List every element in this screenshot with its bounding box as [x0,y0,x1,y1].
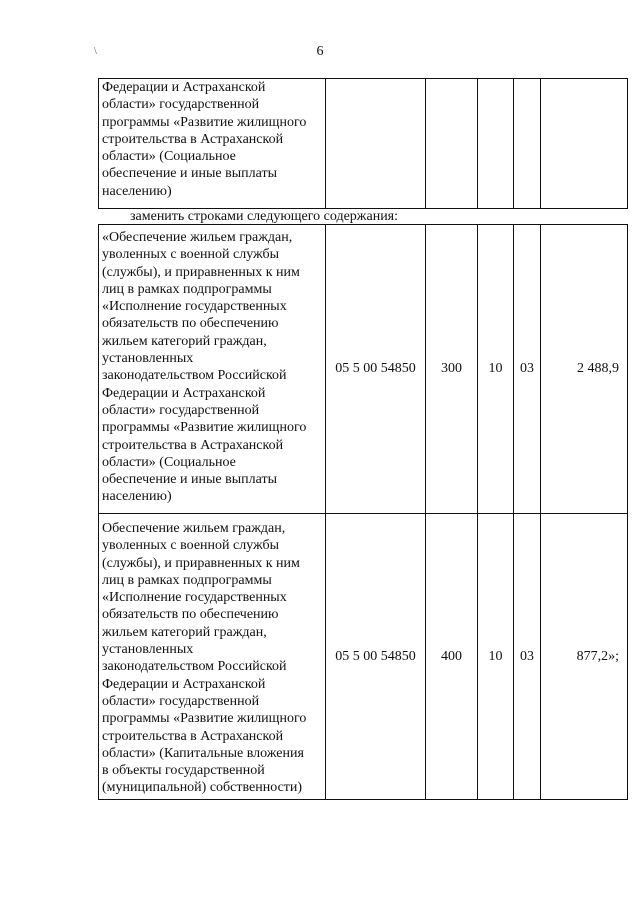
budget-table-continued [98,78,628,209]
target-article-code: 05 5 00 54850 [326,225,426,514]
amount-value: 2 488,9 [541,225,628,514]
expense-type-code: 400 [426,514,478,800]
row-description: «Обеспечение жильем граждан, уволенных с военной службы (службы), и приравненных к ним лиц в рамках подпрограммы «Исполнение государственных обязательств по обеспечению жильем категорий граждан, установленных законодательством Российской Федерации и Астраханской области» государственной программы «Развитие жилищного строительства в Астраханской области» (Социальное обеспечение и иные выплаты населению) [99,225,326,514]
table-row [99,514,628,800]
amount-value: 877,2»; [541,514,628,800]
row-description: Обеспечение жильем граждан, уволенных с военной службы (службы), и приравненных к ним лиц в рамках подпрограммы «Исполнение государственных обязательств по обеспечению жильем категорий граждан, установленных законодательством Российской Федерации и Астраханской области» государственной программы «Развитие жилищного строительства в Астраханской области» (Капитальные вложения в объекты государственной (муниципальной) собственности) [99,514,326,800]
section-code: 10 [478,514,514,800]
row-description: Федерации и Астраханской области» государственной программы «Развитие жилищного строительства в Астраханской области» (Социальное обеспечение и иные выплаты населению) [99,79,326,209]
target-article-code: 05 5 00 54850 [326,514,426,800]
section-cell-empty [478,79,514,209]
table-row [99,225,628,514]
table-row [99,79,628,209]
section-code: 10 [478,225,514,514]
expense-type-cell-empty [426,79,478,209]
code-cell-empty [326,79,426,209]
page-number: 6 [316,44,324,59]
subsection-cell-empty [514,79,541,209]
scan-mark: \ [94,46,97,57]
budget-table-replacement [98,224,628,800]
subsection-code: 03 [514,225,541,514]
replacement-instruction: заменить строками следующего содержания: [130,209,399,224]
expense-type-code: 300 [426,225,478,514]
amount-cell-empty [541,79,628,209]
subsection-code: 03 [514,514,541,800]
